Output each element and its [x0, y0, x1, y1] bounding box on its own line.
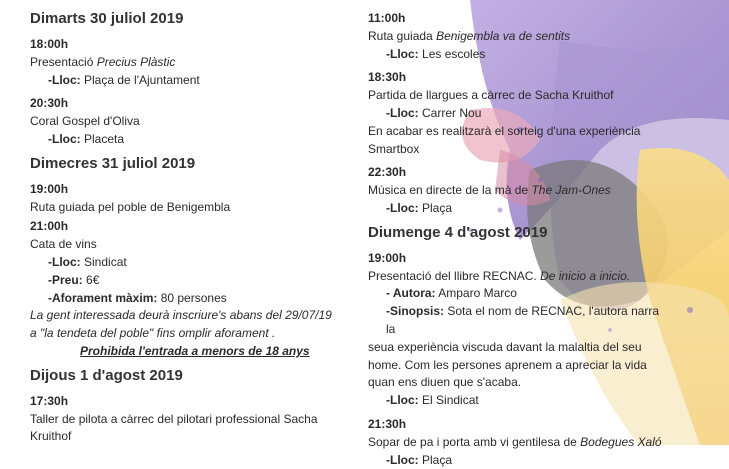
event-location: -Lloc: Plaça de l'Ajuntament: [48, 72, 200, 87]
event-location: -Lloc: Plaça: [386, 200, 453, 215]
event-note: a "la tendeta del poble" fins omplir aforament .: [30, 326, 276, 341]
event-text: Ruta guiada pel poble de Benigembla: [30, 199, 231, 214]
event-location: -Lloc: El Sindicat: [386, 393, 479, 408]
event-time: 20:30h: [30, 96, 69, 111]
day-heading: Dijous 1 d'agost 2019: [30, 366, 183, 384]
event-text: Sopar de pa i porta amb vi gentilesa de Bodegues Xaló: [368, 434, 662, 449]
event-location: -Lloc: Sindicat: [48, 254, 127, 269]
event-price: -Preu: 6€: [48, 272, 100, 287]
day-heading: Dimecres 31 juliol 2019: [30, 154, 196, 172]
event-capacity: -Aforament màxim: 80 persones: [48, 290, 227, 305]
event-synopsis: home. Com les persones aprenem a apreciar la vida: [368, 357, 647, 372]
event-time: 21:30h: [368, 416, 407, 431]
day-heading: Dimarts 30 juliol 2019: [30, 10, 184, 27]
event-text: Presentació del llibre RECNAC. De inicio a inicio.: [368, 268, 631, 283]
day-heading: Diumenge 4 d'agost 2019: [368, 223, 548, 241]
event-time: 18:30h: [368, 70, 407, 85]
age-warning: Prohibida l'entrada a menors de 18 anys: [80, 343, 310, 358]
event-note: La gent interessada deurà inscriure's abans del 29/07/19: [30, 308, 332, 323]
event-synopsis: -Sinopsis: Sota el nom de RECNAC, l'autora narra la: [386, 304, 660, 336]
event-text: Cata de vins: [30, 237, 97, 252]
event-location: -Lloc: Carrer Nou: [386, 105, 482, 120]
event-text: Presentació Precius Plàstic: [30, 54, 176, 69]
event-text: Taller de pilota a càrrec del pilotari professional Sacha: [30, 411, 318, 426]
event-author: - Autora: Amparo Marco: [386, 286, 517, 301]
event-text: Música en directe de la mà de The Jam-Ones: [368, 183, 611, 198]
event-text: Partida de llargues a càrrec de Sacha Kruithof: [368, 88, 614, 103]
left-column: [30, 8, 360, 446]
event-time: 18:00h: [30, 37, 69, 51]
event-time: 22:30h: [368, 165, 407, 180]
event-time: 21:00h: [30, 219, 69, 234]
event-location: -Lloc: Les escoles: [386, 46, 486, 61]
event-text: Smartbox: [368, 141, 420, 156]
event-text: Kruithof: [30, 429, 72, 444]
event-time: 17:30h: [30, 393, 69, 408]
event-synopsis: quan ens diuen que s'acaba.: [368, 375, 522, 390]
event-time: 19:00h: [30, 181, 69, 196]
event-time: 11:00h: [368, 11, 406, 25]
event-location: -Lloc: Plaça: [386, 452, 453, 467]
right-column: [368, 8, 668, 469]
event-synopsis: seua experiència viscuda davant la malaltia del seu: [368, 339, 642, 354]
event-location: -Lloc: Placeta: [48, 131, 125, 146]
event-time: 19:00h: [368, 250, 407, 265]
event-text: Ruta guiada Benigembla va de sentits: [368, 28, 571, 43]
event-text: Coral Gospel d'Oliva: [30, 114, 140, 129]
event-text: En acabar es realitzarà el sorteig d'una experiència: [368, 123, 641, 138]
